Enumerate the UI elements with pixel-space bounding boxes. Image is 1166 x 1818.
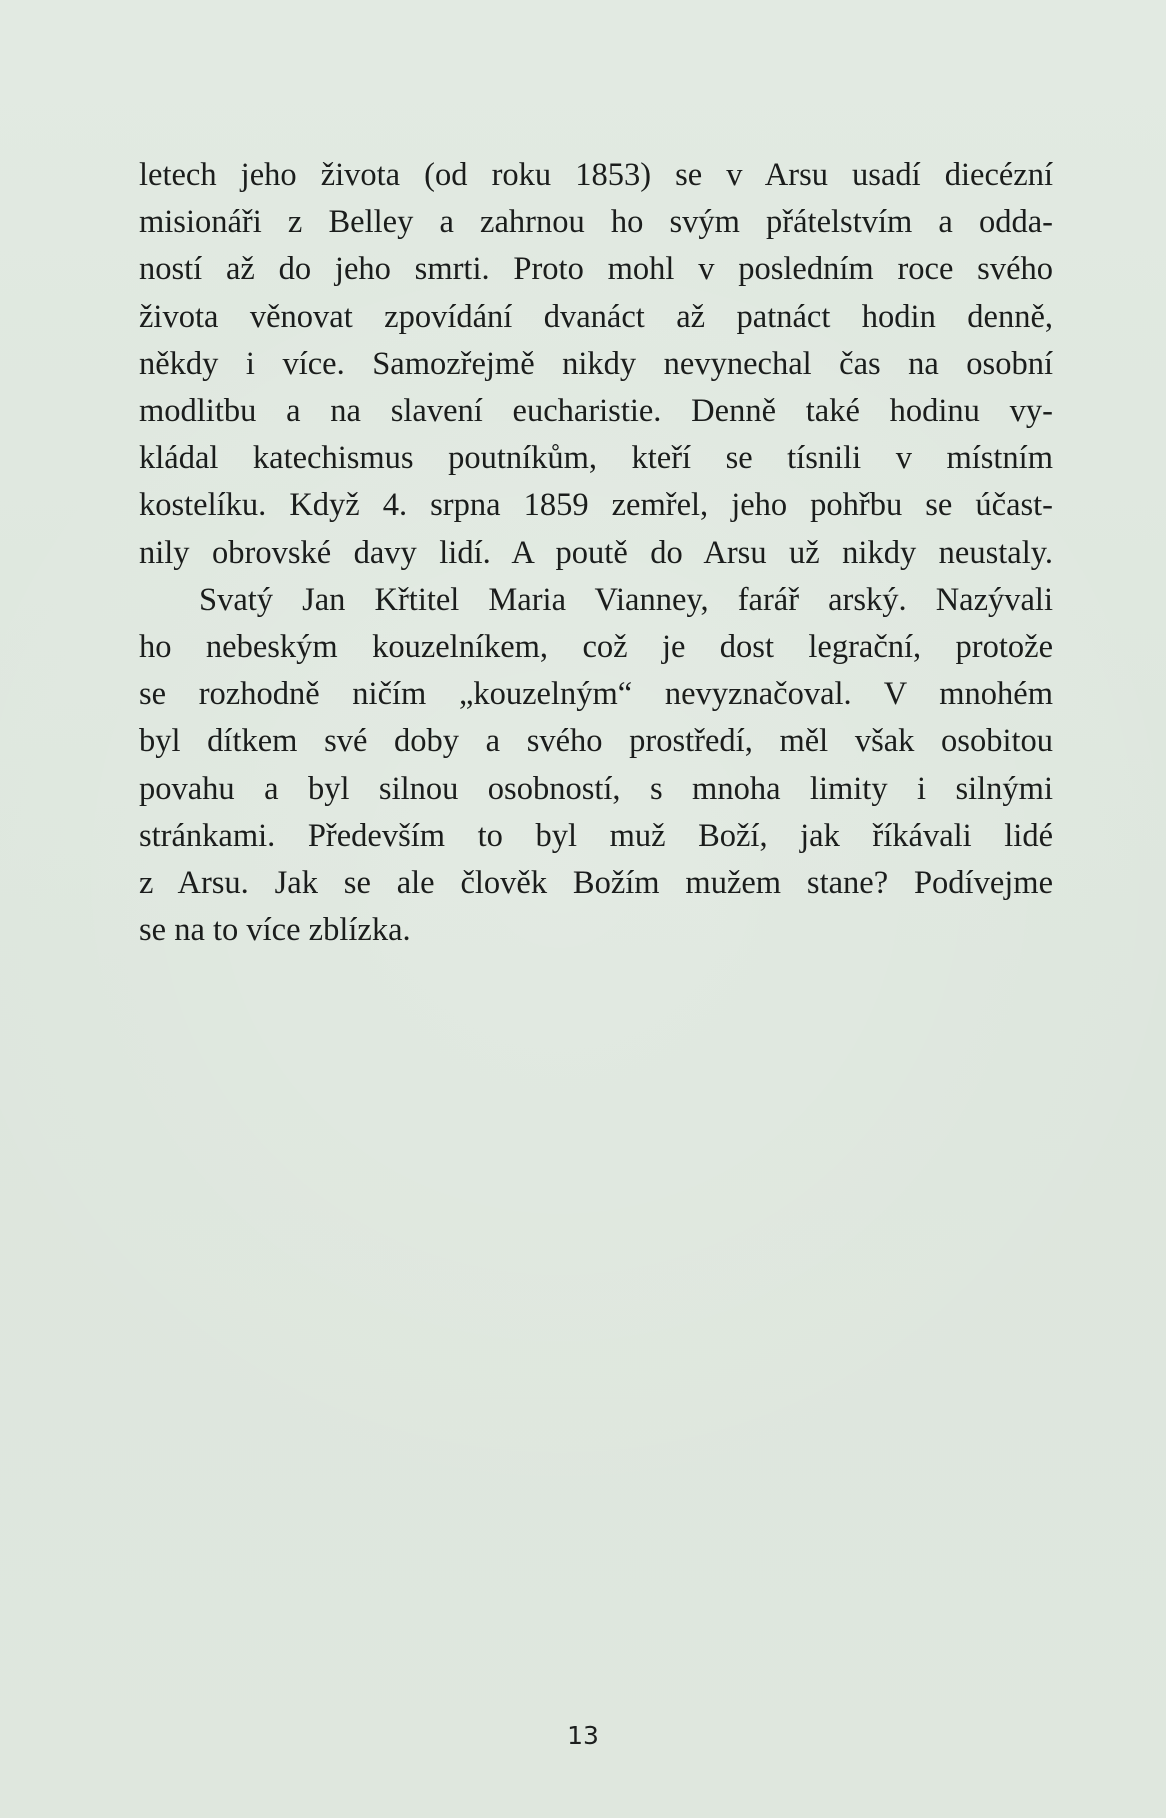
text-line: misionáři z Belley a zahrnou ho svým přátelstvím a odda- — [139, 204, 1053, 241]
text-line: kostelíku. Když 4. srpna 1859 zemřel, jeho pohřbu se účast- — [139, 487, 1053, 524]
paragraph-1 — [139, 152, 1053, 577]
text-line: ho nebeským kouzelníkem, což je dost legrační, protože — [139, 629, 1053, 666]
text-line: stránkami. Především to byl muž Boží, jak říkávali lidé — [139, 817, 1053, 854]
text-line: nily obrovské davy lidí. A poutě do Arsu už nikdy neustaly. — [139, 534, 1053, 571]
text-line: povahu a byl silnou osobností, s mnoha limity i silnými — [139, 770, 1053, 807]
text-line: se na to více zblízka. — [139, 912, 411, 949]
text-line: života věnovat zpovídání dvanáct až patnáct hodin denně, — [139, 298, 1053, 335]
paragraph-2 — [139, 577, 1053, 955]
text-line: kládal katechismus poutníkům, kteří se tísnili v místním — [139, 440, 1053, 477]
text-line: z Arsu. Jak se ale člověk Božím mužem stane? Podívejme — [139, 865, 1053, 902]
page-number: 13 — [567, 1721, 599, 1750]
body-text — [139, 152, 1053, 954]
text-line: byl dítkem své doby a svého prostředí, měl však osobitou — [139, 723, 1053, 760]
text-line: někdy i více. Samozřejmě nikdy nevynechal čas na osobní — [139, 345, 1053, 382]
text-line: modlitbu a na slavení eucharistie. Denně také hodinu vy- — [139, 393, 1053, 430]
text-line: se rozhodně ničím „kouzelným“ nevyznačoval. V mnohém — [139, 676, 1053, 713]
text-line: Svatý Jan Křtitel Maria Vianney, farář arský. Nazývali — [199, 581, 1053, 618]
text-line: ností až do jeho smrti. Proto mohl v posledním roce svého — [139, 251, 1053, 288]
text-line: letech jeho života (od roku 1853) se v Arsu usadí diecézní — [139, 157, 1053, 193]
